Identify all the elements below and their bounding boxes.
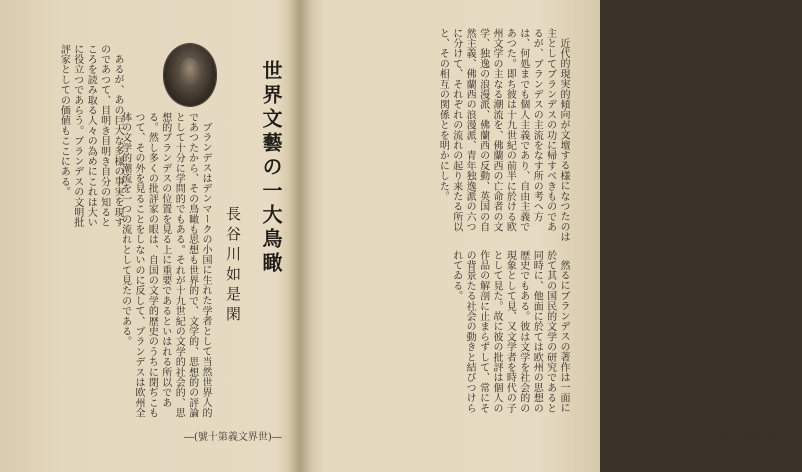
right-paragraph-bottom: 然るにブランデスの著作は一面に於て其の国民的文学の研究であると同時に、他面に於ては欧州の思想の歴史でもある。彼は文学を社会的の現象として見、又文学者を時代の子として見た。故に彼の批評は個人の作品の解剖に止まらずして、常にその背景たる社会の動きと結びつけられてゐる。 bbox=[450, 250, 569, 414]
right-paragraph-top: 近代的現実的傾向が文壇する様になつたのは主としてブランデスの功に帰すべきものであるが、ブランデスの主流をなす所の考へ方は、何処までも個人主義であり、自由主義であつた。即ち彼は十九世紀の前半に於ける欧州文学の主なる潮流を、佛蘭西の亡命者の文学、独逸の浪漫派、佛蘭西の反動、英国の自然主義、佛蘭西の浪漫派、青年独逸派の六つに分けて、それぞれの流れの起り来たる所以と、その相互の関係とを明かにした。 bbox=[437, 28, 569, 242]
left-paragraph-lower: あるが、あの巨大な多様の事実を現すのであつて、目明き目明き自分の知るところを読み取る人々の為めにこれは大いに役立つであらう。ブランデスの文明批評家としての価値もここにある。 bbox=[58, 44, 123, 228]
right-body-text-top bbox=[330, 28, 570, 242]
article-title: 世界文藝の一大鳥瞰 bbox=[259, 60, 283, 276]
right-body-text-bottom bbox=[330, 250, 570, 418]
right-page bbox=[300, 0, 802, 472]
left-body-text bbox=[119, 112, 212, 420]
right-page-folio: ―(號十第義文界世)― bbox=[704, 432, 802, 443]
article-author: 長谷川如是閑 bbox=[224, 206, 242, 326]
left-paragraph: ブランデスはデンマークの小国に生れた学者として当然世界人的であつたから、その鳥瞰も思想も世界的で、文学的、思想的の評論として十分に学問的でもある。それが十九世紀の文学的社会的、思想的ブランデスの位置を見る上に重要であるといはれる所以である。然し多くの批評家の眼は、自国の文学的歴史のうちに閉ぢこもつて、その外を見ることをしないのに反して、ブランデスは欧州全体の文学的潮流を一つの流れとして見たのである。 bbox=[119, 112, 211, 418]
left-page-folio: ―(號十第義文界世)― bbox=[184, 432, 282, 443]
author-portrait bbox=[164, 44, 216, 106]
left-body-text-lower bbox=[40, 44, 124, 234]
left-page bbox=[0, 0, 300, 472]
